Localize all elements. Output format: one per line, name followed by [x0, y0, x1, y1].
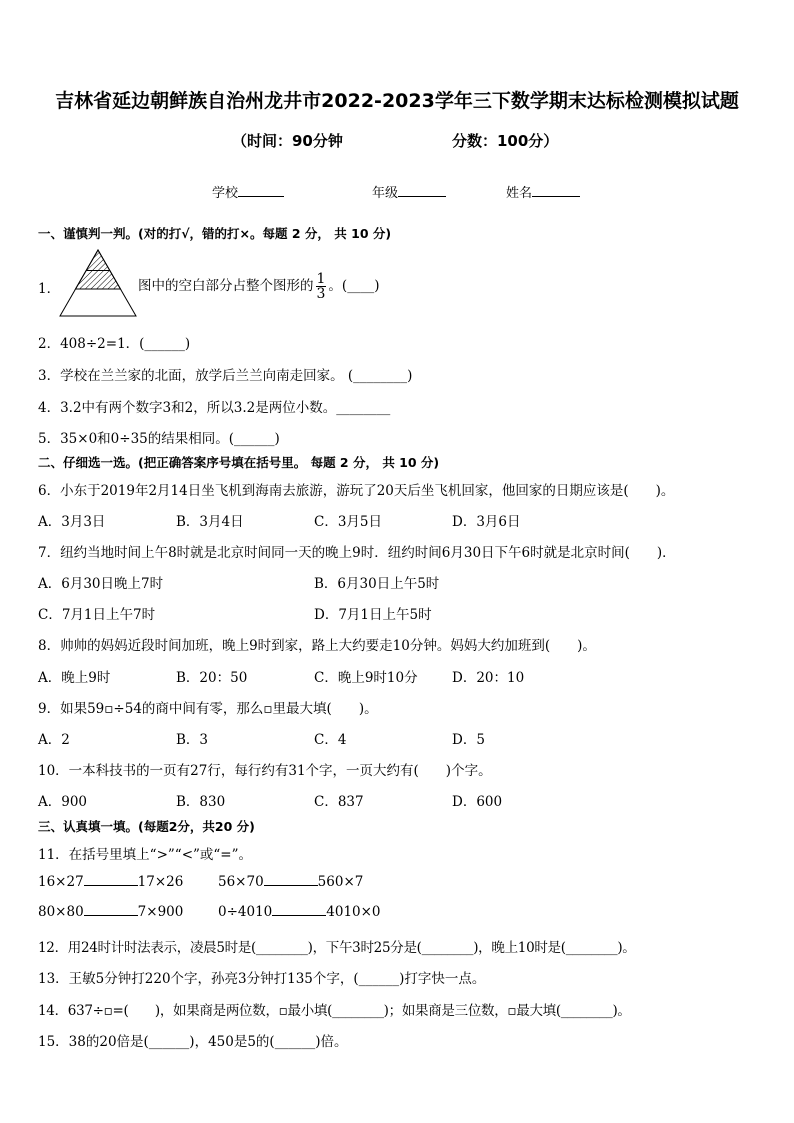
q7-option-d[interactable]: D．7月1日上午5时 — [314, 607, 432, 623]
q11-expr-e: 80×80 — [38, 904, 84, 920]
fraction-numerator: 1 — [316, 271, 326, 287]
q8-option-a[interactable]: A．晚上9时 — [38, 670, 111, 686]
question-12[interactable]: 12．用24时计时法表示，凌晨5时是(________)，下午3时25分是(________)，晚上10时是(________)。 — [38, 940, 636, 956]
grade-field[interactable] — [372, 182, 446, 201]
school-field[interactable] — [212, 182, 284, 201]
exam-time: （时间：90分钟 — [232, 132, 343, 150]
q11-row1-item2[interactable] — [218, 874, 363, 890]
q7-option-b[interactable]: B．6月30日上午5时 — [314, 576, 440, 592]
q11-expr-g: 0÷4010 — [218, 904, 273, 920]
question-8: 8．帅帅的妈妈近段时间加班，晚上9时到家，路上大约要走10分钟。妈妈大约加班到( )。 — [38, 638, 596, 654]
q10-option-d[interactable]: D．600 — [452, 794, 503, 810]
question-1-number: 1． — [38, 281, 61, 297]
q6-option-b[interactable]: B．3月4日 — [176, 514, 244, 530]
q7-option-a[interactable]: A．6月30日晚上7时 — [38, 576, 164, 592]
question-1-text — [138, 272, 379, 301]
q7-option-c[interactable]: C．7月1日上午7时 — [38, 607, 156, 623]
exam-score: 分数：100分） — [452, 132, 559, 150]
q8-option-c[interactable]: C．晚上9时10分 — [314, 670, 418, 686]
q9-option-d[interactable]: D．5 — [452, 732, 485, 748]
triangle-figure-icon — [58, 248, 138, 318]
q11-expr-f: 7×900 — [137, 904, 184, 920]
page-title: 吉林省延边朝鲜族自治州龙井市2022-2023学年三下数学期末达标检测模拟试题 — [55, 90, 739, 112]
fraction-one-third — [316, 272, 327, 301]
q9-option-a[interactable]: A．2 — [38, 732, 70, 748]
question-15[interactable]: 15．38的20倍是(______)，450是5的(______)倍。 — [38, 1034, 348, 1050]
question-11: 11．在括号里填上“>”“<”或“=”。 — [38, 847, 253, 863]
q8-option-d[interactable]: D．20：10 — [452, 670, 525, 686]
question-2[interactable]: 2．408÷2=1．(______) — [38, 336, 191, 352]
question-1-answer-blank[interactable]: 。(____) — [328, 278, 380, 294]
q6-option-a[interactable]: A．3月3日 — [38, 514, 106, 530]
question-13[interactable]: 13．王敏5分钟打220个字，孙亮3分钟打135个字，(______)打字快一点。 — [38, 971, 486, 987]
section-1-heading: 一、谨慎判一判。(对的打√，错的打×。每题 2 分， 共 10 分) — [38, 226, 392, 241]
section-3-heading: 三、认真填一填。(每题2分，共20 分) — [38, 819, 255, 834]
question-3[interactable]: 3．学校在兰兰家的北面，放学后兰兰向南走回家。 (________) — [38, 368, 413, 384]
question-9: 9．如果59▫÷54的商中间有零，那么▫里最大填( )。 — [38, 701, 378, 717]
grade-label: 年级 — [372, 186, 399, 201]
q11-expr-a: 16×27 — [38, 874, 84, 890]
q11-expr-b: 17×26 — [137, 874, 184, 890]
q11-expr-c: 56×70 — [218, 874, 264, 890]
name-label: 姓名 — [506, 186, 533, 201]
question-7: 7．纽约当地时间上午8时就是北京时间同一天的晚上9时．纽约时间6月30日下午6时就是北京时间( )． — [38, 545, 676, 561]
q9-option-b[interactable]: B．3 — [176, 732, 209, 748]
q11-expr-d: 560×7 — [317, 874, 364, 890]
name-field[interactable] — [506, 182, 580, 201]
q6-option-c[interactable]: C．3月5日 — [314, 514, 383, 530]
question-5[interactable]: 5．35×0和0÷35的结果相同。(______) — [38, 431, 280, 447]
q10-option-a[interactable]: A．900 — [38, 794, 88, 810]
question-4[interactable]: 4．3.2中有两个数字3和2，所以3.2是两位小数。________ — [38, 400, 391, 416]
question-1-label: 图中的空白部分占整个图形的 — [138, 278, 314, 294]
fraction-denominator: 3 — [316, 286, 326, 302]
q10-option-c[interactable]: C．837 — [314, 794, 364, 810]
q9-option-c[interactable]: C．4 — [314, 732, 347, 748]
q11-expr-h: 4010×0 — [326, 904, 381, 920]
q11-row2-item2[interactable] — [218, 904, 381, 920]
q8-option-b[interactable]: B．20：50 — [176, 670, 248, 686]
question-14[interactable]: 14．637÷▫=( )，如果商是两位数，▫最小填(________)；如果商是三位数，▫最大填(________)。 — [38, 1003, 631, 1019]
school-label: 学校 — [212, 186, 239, 201]
q6-option-d[interactable]: D．3月6日 — [452, 514, 521, 530]
section-2-heading: 二、仔细选一选。(把正确答案序号填在括号里。 每题 2 分， 共 10 分) — [38, 455, 440, 470]
q11-row2-item1[interactable] — [38, 904, 183, 920]
q10-option-b[interactable]: B．830 — [176, 794, 226, 810]
question-6: 6．小东于2019年2月14日坐飞机到海南去旅游，游玩了20天后坐飞机回家，他回家的日期应该是( )。 — [38, 483, 675, 499]
question-10: 10．一本科技书的一页有27行，每行约有31个字，一页大约有( )个字。 — [38, 763, 492, 779]
q11-row1-item1[interactable] — [38, 874, 183, 890]
